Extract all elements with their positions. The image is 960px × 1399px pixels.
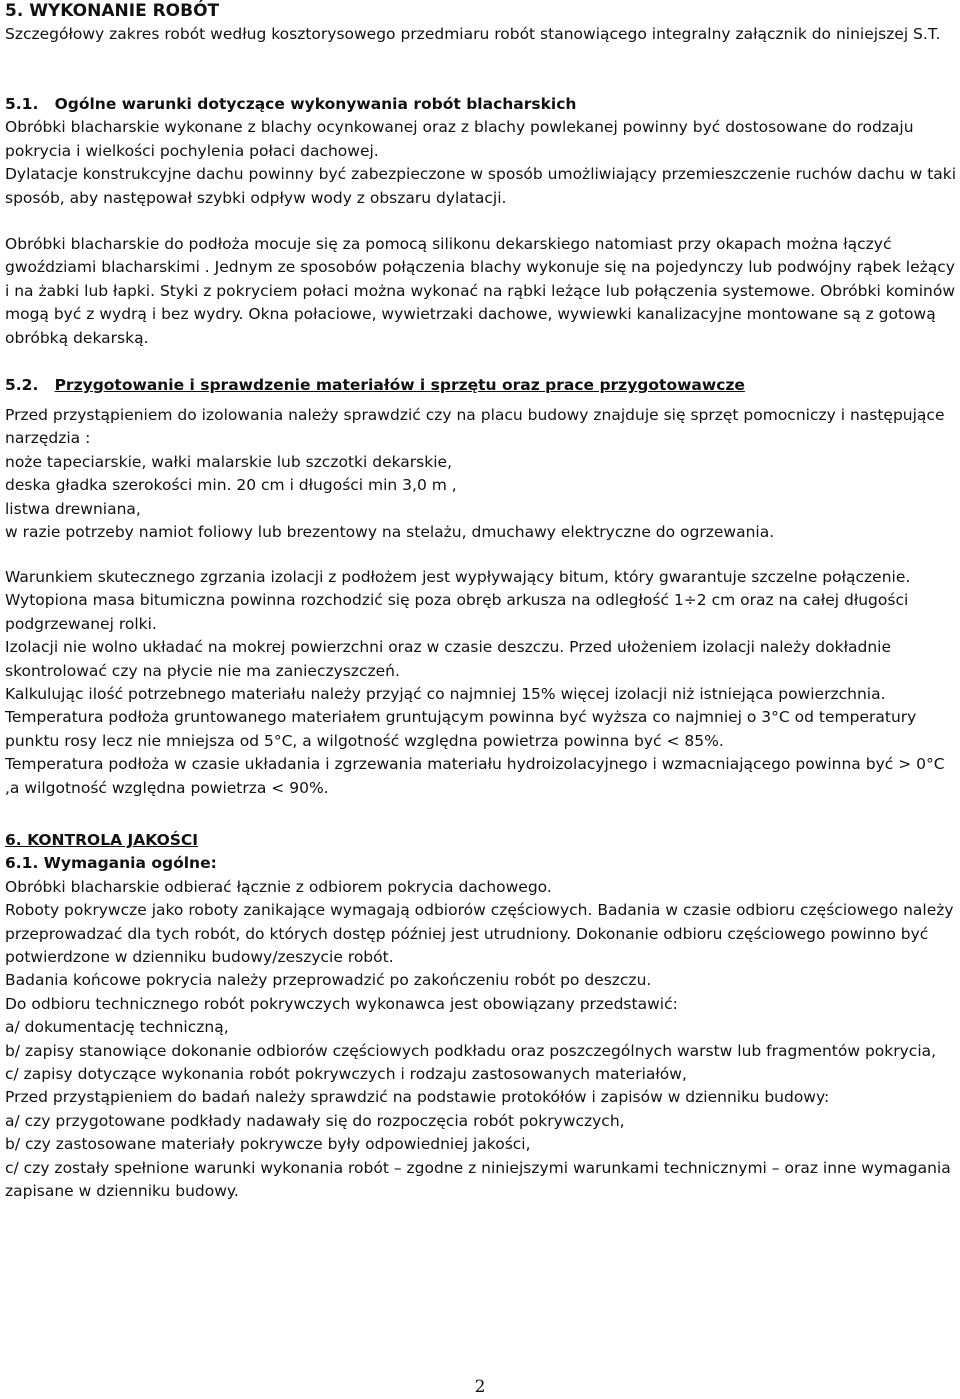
section-5-heading: 5. WYKONANIE ROBÓT: [5, 1, 220, 21]
section-6-line-8: Przed przystąpieniem do badań należy sprawdzić na podstawie protokółów i zapisów w dzienniku budowy:: [5, 1088, 830, 1107]
section-5-2-number: 5.2.: [5, 376, 39, 394]
section-5-intro: Szczegółowy zakres robót według kosztorysowego przedmiaru robót stanowiącego integralny załącznik do niniejszej S.T.: [5, 25, 941, 44]
section-6-1-heading: [5, 852, 960, 875]
section-5-1-paragraph-2: Dylatacje konstrukcyjne dachu powinny być zabezpieczone w sposób umożliwiający przemieszczenie ruchów dachu w taki sposób, aby następował szybki odpływ wody z obszaru dylatacji.: [5, 165, 957, 207]
section-5-2-requirements: [5, 566, 960, 800]
section-6-1-number: 6.1.: [5, 854, 39, 873]
requirement-primer-temperature: Temperatura podłoża gruntowanego materiałem gruntującym powinna być wyższa co najmniej o 3°C od temperatury punktu rosy lecz nie mniejsza od 5°C, a wilgotność względna powietrza powinna być < 85%.: [5, 708, 917, 750]
section-6-1-title: Wymagania ogólne:: [43, 854, 217, 873]
section-6-line-5: a/ dokumentację techniczną,: [5, 1018, 229, 1037]
section-5-2-heading: [5, 374, 960, 397]
section-5-1-fixing: [5, 233, 960, 350]
section-5-2-tools: [5, 404, 960, 544]
section-6-line-3: Badania końcowe pokrycia należy przeprowadzić po zakończeniu robót po deszczu.: [5, 971, 652, 990]
section-5-1-title: Ogólne warunki dotyczące wykonywania robót blacharskich: [54, 95, 577, 113]
tools-intro: Przed przystąpieniem do izolowania należy sprawdzić czy na placu budowy znajduje się sprzęt pomocniczy i następujące narzędzia :: [5, 406, 945, 448]
tools-item-3: listwa drewniana,: [5, 499, 141, 518]
tools-item-2: deska gładka szerokości min. 20 cm i długości min 3,0 m ,: [5, 476, 457, 495]
section-5-1-heading: [5, 93, 960, 116]
section-5-1-paragraph-1: Obróbki blacharskie wykonane z blachy ocynkowanej oraz z blachy powlekanej powinny być dostosowane do rodzaju pokrycia i wielkości pochylenia połaci dachowej.: [5, 118, 914, 160]
requirement-bitumen: Wytopiona masa bitumiczna powinna rozchodzić się poza obręb arkusza na odległość 1÷2 cm oraz na całej długości podgrzewanej rolki.: [5, 591, 909, 633]
section-6-line-7: c/ zapisy dotyczące wykonania robót pokrywczych i rodzaju zastosowanych materiałów,: [5, 1065, 687, 1084]
section-5-1-number: 5.1.: [5, 95, 39, 113]
section-5-2: [5, 374, 960, 397]
section-5-1: [5, 93, 960, 210]
section-6: [5, 829, 960, 1204]
tools-item-1: noże tapeciarskie, wałki malarskie lub szczotki dekarskie,: [5, 452, 452, 471]
section-5-1-paragraph-3: Obróbki blacharskie do podłoża mocuje się za pomocą silikonu dekarskiego natomiast przy okapach można łączyć gwoździami blacharskimi . Jednym ze sposobów połączenia blachy wykonuje się na pojedynczy lub podwójny rąbek leżący i na żabki lub łapki. Styki z pokryciem połaci można wykonać na rąbki leżące lub połączenia systemowe. Obróbki kominów mogą być z wydrą i bez wydry. Okna połaciowe, wywietrzaki dachowe, wywiewki kanalizacyjne montowane są z gotową obróbką dekarską.: [5, 235, 955, 347]
section-6-line-6: b/ zapisy stanowiące dokonanie odbiorów częściowych podkładu oraz poszczególnych warstw lub fragmentów pokrycia,: [5, 1041, 937, 1060]
requirement-moisture: Izolacji nie wolno układać na mokrej powierzchni oraz w czasie deszczu. Przed ułożeniem izolacji należy dokładnie skontrolować czy na płycie nie ma zanieczyszczeń.: [5, 638, 892, 680]
requirement-quantity: Kalkulując ilość potrzebnego materiału należy przyjąć co najmniej 15% więcej izolacji niż istniejąca powierzchnia.: [5, 685, 886, 704]
section-6-line-10: b/ czy zastosowane materiały pokrywcze były odpowiedniej jakości,: [5, 1135, 531, 1154]
section-6-line-11: c/ czy zostały spełnione warunki wykonania robót – zgodne z niniejszymi warunkami technicznymi – oraz inne wymagania zapisane w dzienniku budowy.: [5, 1158, 951, 1201]
section-6-heading: 6. KONTROLA JAKOŚCI: [5, 831, 199, 849]
section-5-2-title: Przygotowanie i sprawdzenie materiałów i sprzętu oraz prace przygotowawcze: [54, 376, 745, 394]
tools-item-4: w razie potrzeby namiot foliowy lub brezentowy na stelażu, dmuchawy elektryczne do ogrzewania.: [5, 523, 775, 542]
section-6-line-2: Roboty pokrywcze jako roboty zanikające wymagają odbiorów częściowych. Badania w czasie odbioru częściowego należy przeprowadzać dla tych robót, do których dostęp później jest utrudniony. Dokonanie odbioru częściowego powinno być potwierdzone w dzienniku budowy/zeszycie robót.: [5, 901, 954, 967]
requirement-laying-temperature: Temperatura podłoża w czasie układania i zgrzewania materiału hydroizolacyjnego i wzmacniającego powinna być > 0°C ,a wilgotność względna powietrza < 90%.: [5, 755, 945, 797]
section-6-line-1: Obróbki blacharskie odbierać łącznie z odbiorem pokrycia dachowego.: [5, 877, 552, 896]
section-6-line-4: Do odbioru technicznego robót pokrywczych wykonawca jest obowiązany przedstawić:: [5, 994, 678, 1013]
section-6-line-9: a/ czy przygotowane podkłady nadawały się do rozpoczęcia robót pokrywczych,: [5, 1111, 625, 1130]
page-number: 2: [474, 1377, 486, 1397]
section-5: [5, 0, 960, 47]
requirement-welding: Warunkiem skutecznego zgrzania izolacji z podłożem jest wypływający bitum, który gwarantuje szczelne połączenie.: [5, 568, 911, 586]
